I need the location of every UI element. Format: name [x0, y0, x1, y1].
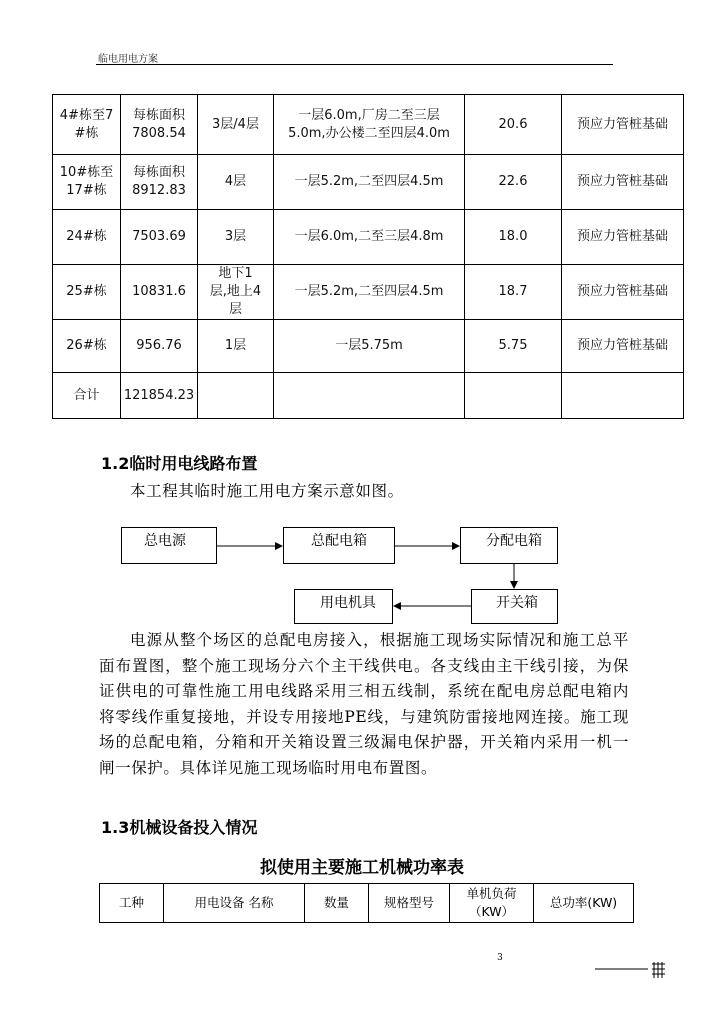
machinery-table: [99, 883, 634, 923]
table-cell: 3层: [198, 210, 274, 265]
table-cell: 预应力管桩基础: [562, 210, 684, 265]
power-source-label: 总电源: [144, 533, 186, 549]
intro-text: 本工程其临时施工用电方案示意如图。: [130, 482, 404, 500]
table-cell: 956.76: [121, 320, 198, 373]
column-header: 工种: [100, 884, 164, 923]
table-cell: 地下1 层,地上4 层: [198, 265, 274, 320]
body-text: 电源从整个场区的总配电房接入，根据施工现场实际情况和施工总平面布置图，整个施工现场分六个主干线供电。各支线由主干线引接，为保证供电的可靠性施工用电线路采用三相五线制，系统在配电房总配电箱内将零线作重复接地，并设专用接地PE线，与建筑防雷接地网连接。施工现场的总配电箱，分箱和开关箱设置三级漏电保护器，开关箱内采用一机一闸一保护。具体详见施工现场临时用电布置图。: [99, 631, 629, 777]
table-cell: 18.7: [465, 265, 562, 320]
table-cell: 20.6: [465, 95, 562, 155]
table-cell: 预应力管桩基础: [562, 155, 684, 210]
table-cell: 26#栋: [53, 320, 121, 373]
footer-decoration: [595, 960, 670, 982]
table-cell: 10831.6: [121, 265, 198, 320]
column-header: 用电设备 名称: [164, 884, 305, 923]
column-header: 单机负荷 （KW）: [450, 884, 534, 923]
table-cell: 22.6: [465, 155, 562, 210]
table-cell: 合计: [53, 373, 121, 419]
table-cell: 每栋面积 8912.83: [121, 155, 198, 210]
table-cell: 每栋面积 7808.54: [121, 95, 198, 155]
table-cell: 一层5.2m,二至四层4.5m: [274, 155, 465, 210]
table-cell: 一层6.0m,二至三层4.8m: [274, 210, 465, 265]
section-heading-1-3: 1.3机械设备投入情况: [101, 818, 258, 837]
table-cell: 1层: [198, 320, 274, 373]
table-cell: 预应力管桩基础: [562, 320, 684, 373]
column-header: 总功率(KW): [534, 884, 634, 923]
table-cell: 预应力管桩基础: [562, 265, 684, 320]
table-cell: 4层: [198, 155, 274, 210]
table-cell: 121854.23: [121, 373, 198, 419]
header-title: 临电用电方案: [98, 54, 158, 65]
page-number: 3: [497, 953, 503, 963]
body-paragraph: [99, 628, 629, 781]
table-cell: 一层5.75m: [274, 320, 465, 373]
table-cell: 25#栋: [53, 265, 121, 320]
table-cell: 一层6.0m,厂房二至三层 5.0m,办公楼二至四层4.0m: [274, 95, 465, 155]
sub-box-label: 分配电箱: [486, 533, 542, 549]
column-header: 数量: [305, 884, 369, 923]
table-cell: 10#栋至 17#栋: [53, 155, 121, 210]
main-box-label: 总配电箱: [311, 533, 367, 549]
column-header: 规格型号: [369, 884, 450, 923]
equipment-label: 用电机具: [320, 595, 376, 611]
table-cell: 18.0: [465, 210, 562, 265]
switch-box-label: 开关箱: [496, 595, 538, 611]
table-cell: 5.75: [465, 320, 562, 373]
table-header-row: [100, 884, 634, 923]
table-cell: 预应力管桩基础: [562, 95, 684, 155]
table-cell: 一层5.2m,二至四层4.5m: [274, 265, 465, 320]
table-cell: 24#栋: [53, 210, 121, 265]
table-cell: 4#栋至7 #栋: [53, 95, 121, 155]
table-cell: 7503.69: [121, 210, 198, 265]
table-cell: 3层/4层: [198, 95, 274, 155]
section-heading-1-2: 1.2临时用电线路布置: [101, 454, 258, 473]
machinery-table-title: 拟使用主要施工机械功率表: [260, 858, 464, 878]
